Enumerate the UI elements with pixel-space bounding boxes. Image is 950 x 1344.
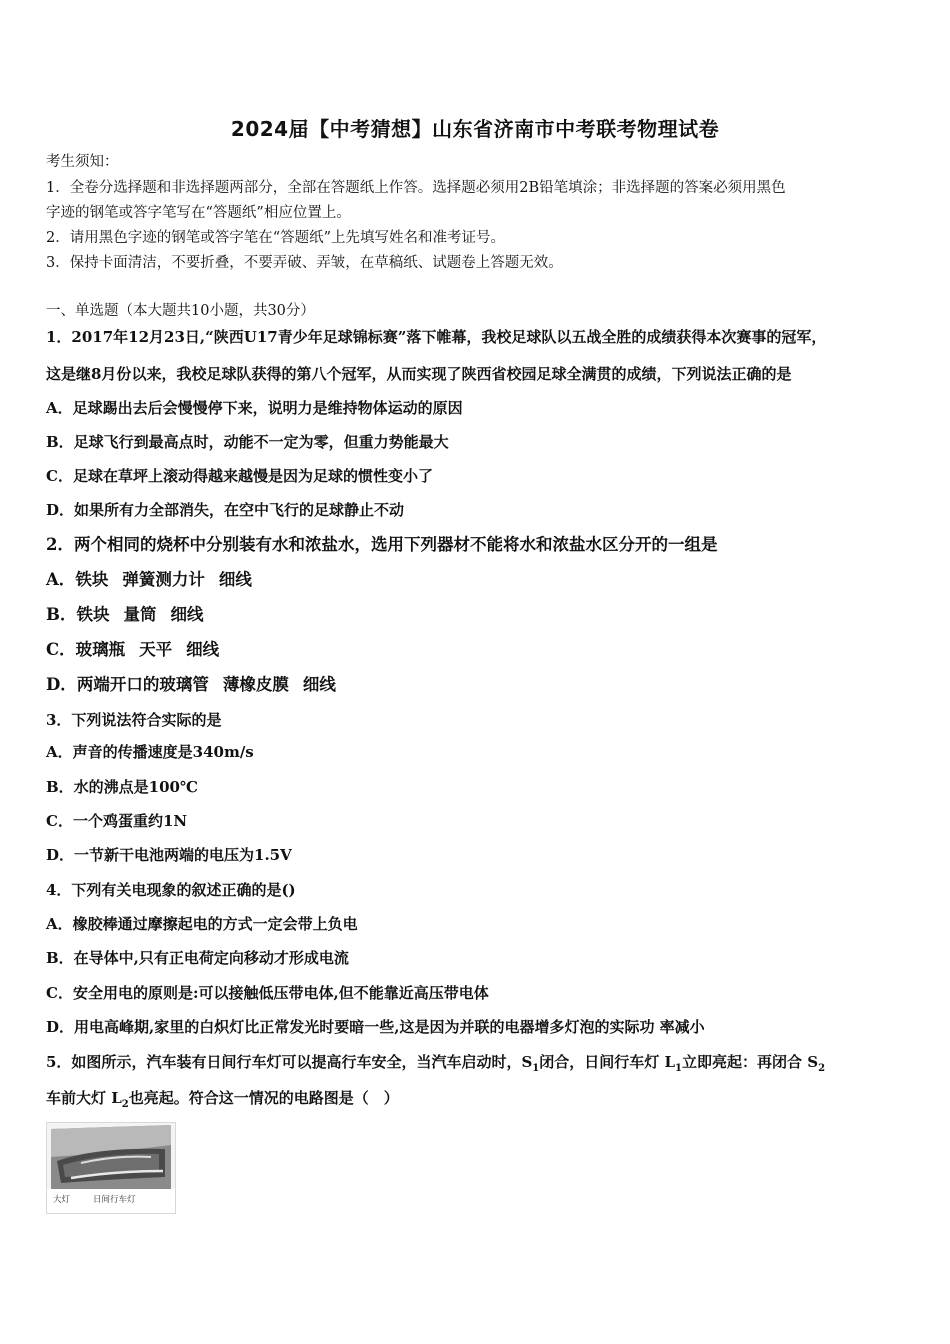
stem-text: 立即亮起：再闭合 S — [682, 1053, 819, 1071]
question-4-stem: 4．下列有关电现象的叙述正确的是() — [46, 881, 296, 899]
question-5-stem — [46, 1088, 399, 1115]
notice-heading: 考生须知： — [46, 154, 119, 170]
option-item: 细线 — [302, 675, 336, 694]
option-label: D． — [46, 675, 77, 694]
question-5-stem — [46, 1052, 825, 1079]
notice-item: 2．请用黑色字迹的钢笔或答字笔在“答题纸”上先填写姓名和准考证号。 — [46, 230, 506, 246]
option-item: 弹簧测力计 — [122, 570, 205, 589]
option-item: 细线 — [186, 640, 220, 659]
notice-item: 1．全卷分选择题和非选择题两部分，全部在答题纸上作答。选择题必须用2B铅笔填涂；非选择题的答案必须用黑色 — [46, 180, 786, 196]
question-1-stem: 1．2017年12月23日,“陕西U17青少年足球锦标赛”落下帷幕，我校足球队以五战全胜的成绩获得本次赛事的冠军， — [46, 328, 827, 346]
question-1-option-c: C．足球在草坪上滚动得越来越慢是因为足球的惯性变小了 — [46, 467, 433, 485]
question-4-option-d: D．用电高峰期,家里的白炽灯比正常发光时要暗一些,这是因为并联的电器增多灯泡的实际功 率减小 — [46, 1018, 705, 1036]
subscript: 1 — [675, 1063, 682, 1074]
option-item: 铁块 — [75, 570, 109, 589]
question-3-stem: 3．下列说法符合实际的是 — [46, 711, 222, 729]
question-4-option-c: C．安全用电的原则是:可以接触低压带电体,但不能靠近高压带电体 — [46, 984, 489, 1002]
figure-caption: 大灯 — [53, 1195, 71, 1205]
option-item: 天平 — [139, 640, 173, 659]
stem-text: 也亮起。符合这一情况的电路图是（ ） — [128, 1089, 399, 1107]
option-item: 细线 — [218, 570, 252, 589]
option-item: 量筒 — [123, 605, 157, 624]
figure-caption: 日间行车灯 — [93, 1195, 136, 1205]
question-2-option-a — [46, 570, 252, 590]
question-3-option-b: B．水的沸点是100℃ — [46, 778, 198, 796]
page-title: 2024届【中考猜想】山东省济南市中考联考物理试卷 — [230, 117, 720, 141]
question-2-option-c — [46, 640, 219, 660]
option-label: A． — [46, 570, 76, 589]
stem-text: 车前大灯 L — [46, 1089, 122, 1107]
option-item: 薄橡皮膜 — [222, 675, 289, 694]
question-2-option-d — [46, 675, 336, 695]
question-4-option-b: B．在导体中,只有正电荷定向移动才形成电流 — [46, 949, 349, 967]
question-2-option-b — [46, 605, 203, 625]
question-2-stem: 2．两个相同的烧杯中分别装有水和浓盐水，选用下列器材不能将水和浓盐水区分开的一组是 — [46, 535, 718, 554]
question-1-option-a: A．足球踢出去后会慢慢停下来，说明力是维持物体运动的原因 — [46, 399, 463, 417]
stem-text: 闭合，日间行车灯 L — [539, 1053, 676, 1071]
option-item: 两端开口的玻璃管 — [76, 675, 209, 694]
question-3-option-a: A．声音的传播速度是340m/s — [46, 743, 254, 761]
question-4-option-a: A．橡胶棒通过摩擦起电的方式一定会带上负电 — [46, 915, 358, 933]
question-1-stem: 这是继8月份以来，我校足球队获得的第八个冠军，从而实现了陕西省校园足球全满贯的成绩，下列说法正确的是 — [46, 365, 792, 383]
question-3-option-c: C．一个鸡蛋重约1N — [46, 812, 188, 830]
notice-item: 字迹的钢笔或答字笔写在“答题纸”相应位置上。 — [46, 205, 351, 221]
question-3-option-d: D．一节新干电池两端的电压为1.5V — [46, 846, 292, 864]
section-heading: 一、单选题（本大题共10小题，共30分） — [46, 303, 315, 319]
option-item: 铁块 — [76, 605, 110, 624]
notice-item: 3．保持卡面清洁，不要折叠，不要弄破、弄皱，在草稿纸、试题卷上答题无效。 — [46, 255, 563, 271]
question-1-option-d: D．如果所有力全部消失，在空中飞行的足球静止不动 — [46, 501, 405, 519]
question-1-option-b: B．足球飞行到最高点时，动能不一定为零，但重力势能最大 — [46, 433, 449, 451]
subscript: 1 — [532, 1063, 540, 1074]
car-headlight-photo — [46, 1122, 176, 1214]
stem-text: 5．如图所示，汽车装有日间行车灯可以提高行车安全，当汽车启动时，S — [46, 1053, 533, 1071]
option-label: C． — [46, 640, 76, 659]
option-item: 细线 — [170, 605, 204, 624]
subscript: 2 — [121, 1099, 129, 1110]
subscript: 2 — [818, 1063, 826, 1074]
option-item: 玻璃瓶 — [75, 640, 126, 659]
option-label: B． — [46, 605, 77, 624]
